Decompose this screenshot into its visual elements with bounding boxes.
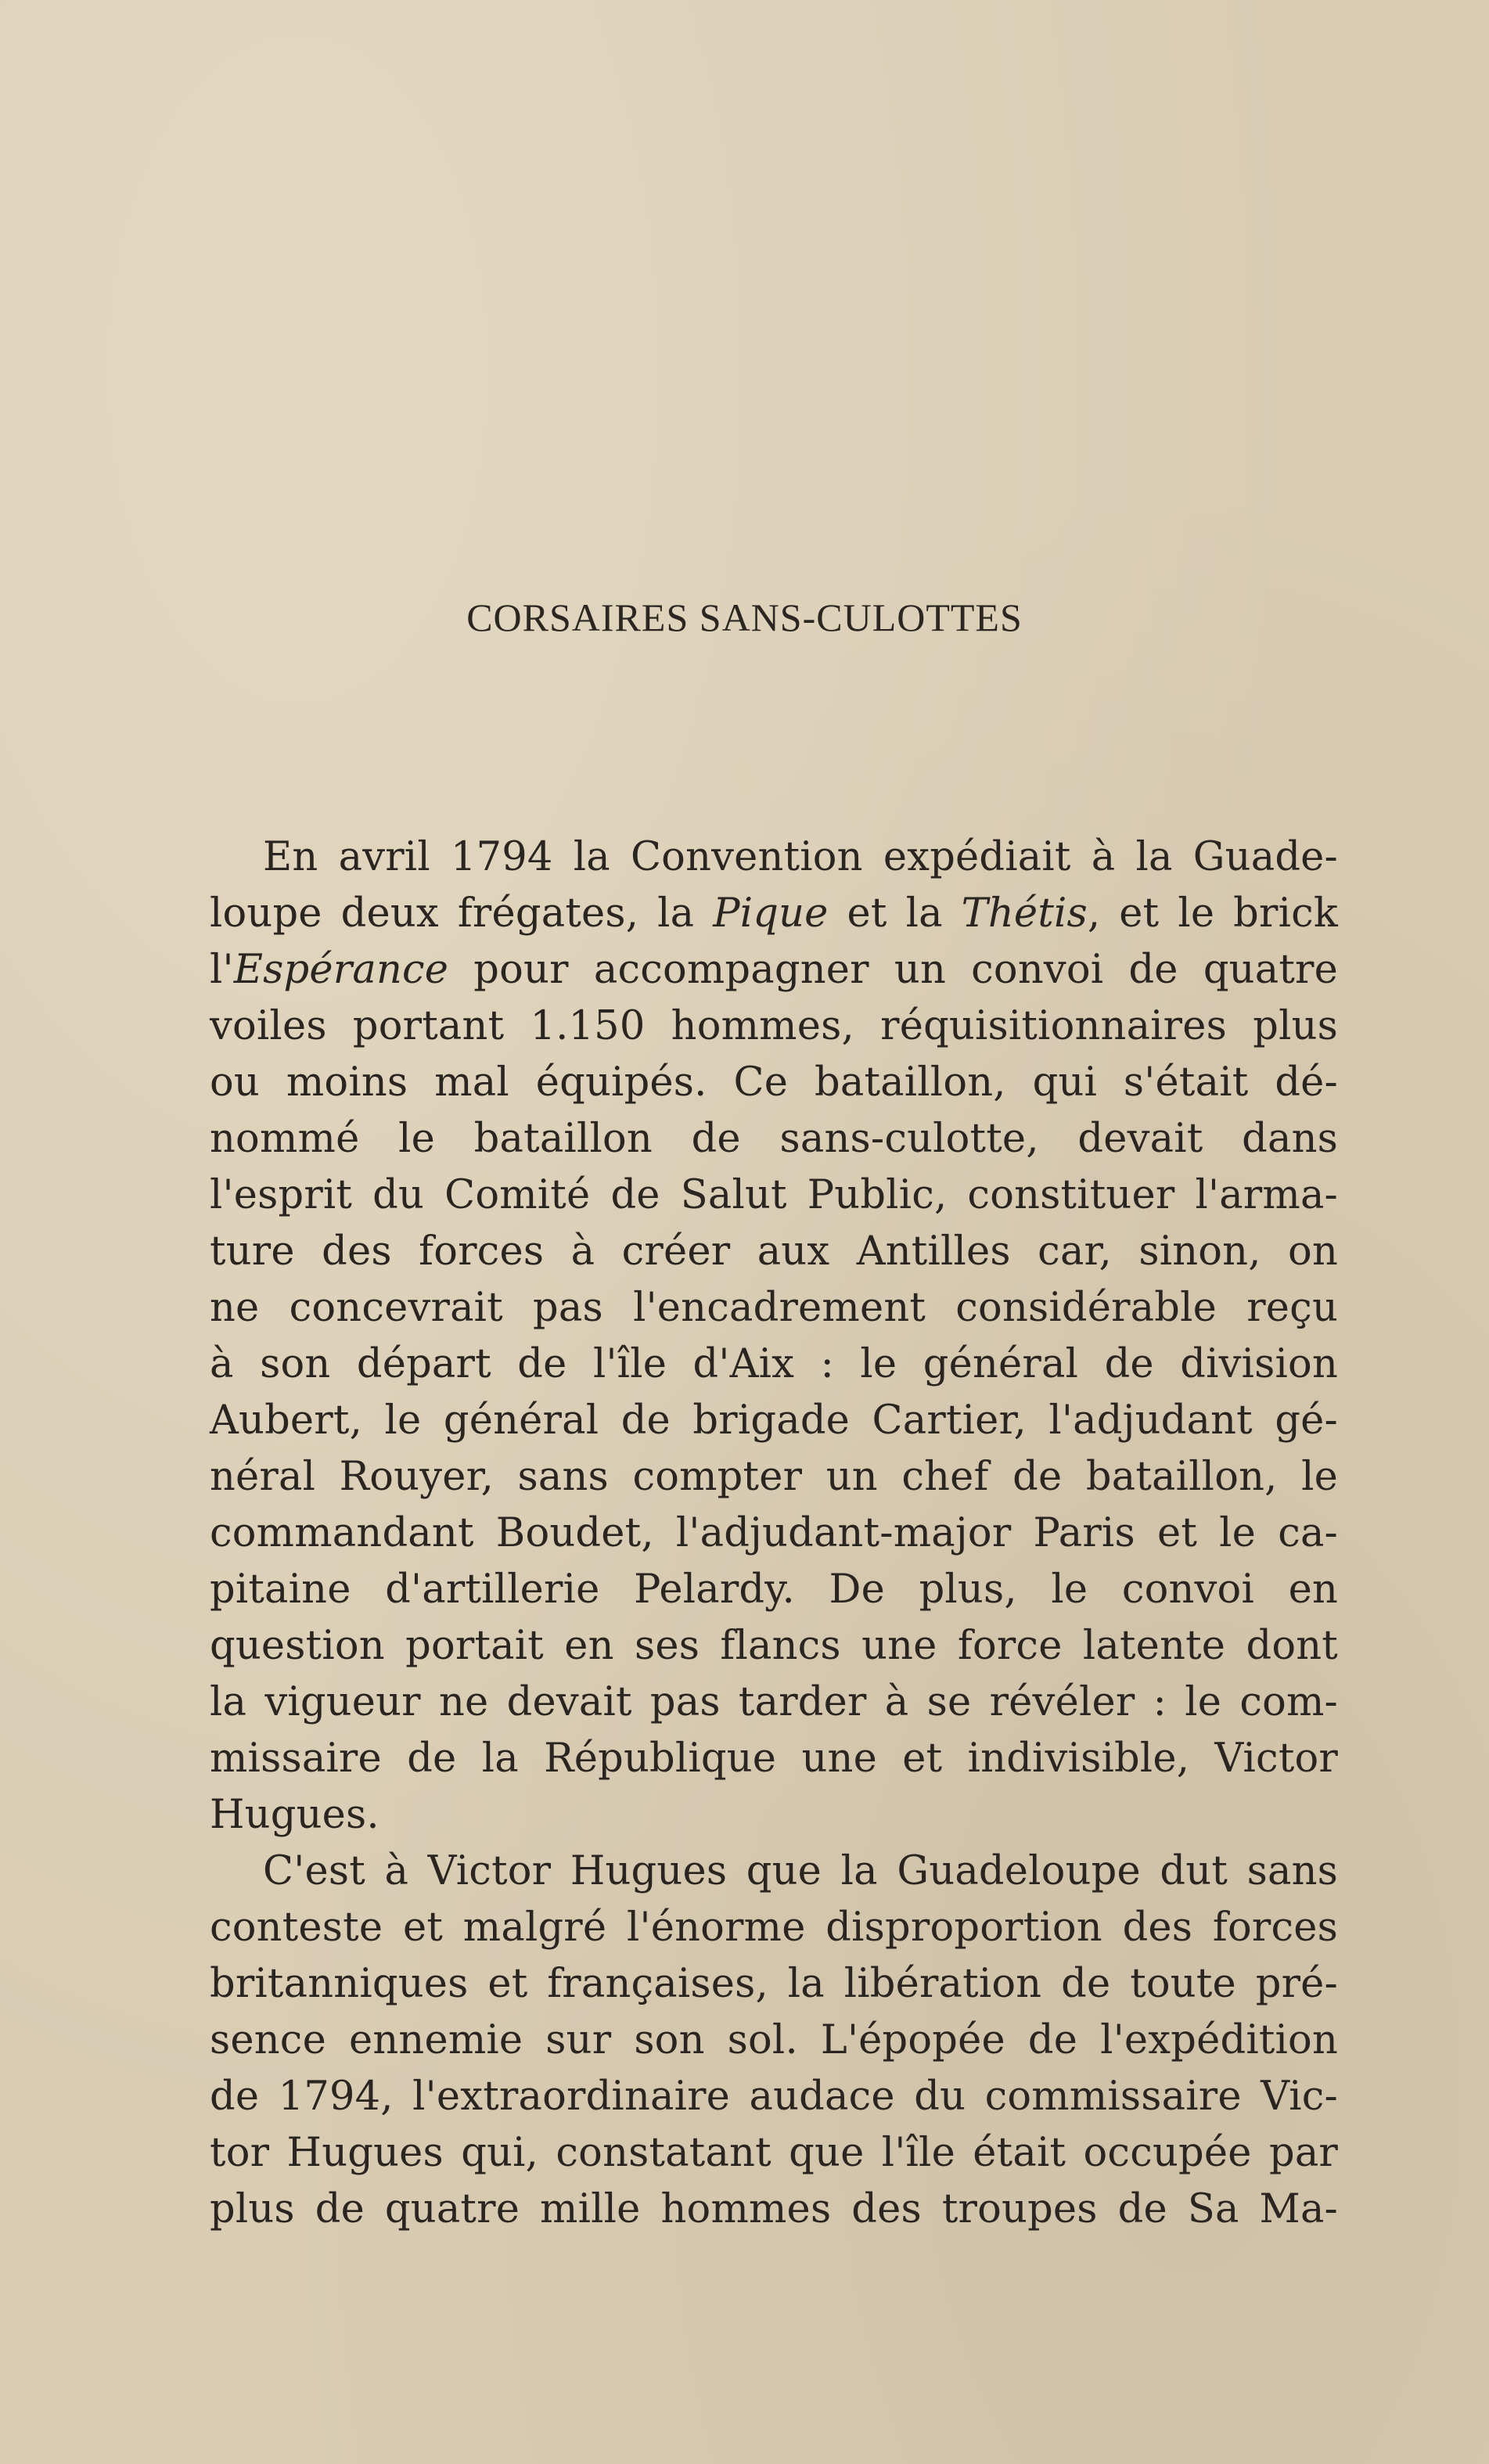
text-segment: sence ennemie sur son sol. L'épopée de l'expédition xyxy=(210,2017,1338,2063)
text-segment: missaire de la République une et indivisible, Victor xyxy=(210,1736,1338,1782)
text-segment: britanniques et françaises, la libération de toute pré- xyxy=(210,1961,1338,2007)
chapter-title: CORSAIRES SANS-CULOTTES xyxy=(466,595,1023,639)
text-line xyxy=(210,1449,1338,1505)
text-line xyxy=(210,2013,1338,2069)
text-line xyxy=(210,886,1338,942)
text-line xyxy=(210,1505,1338,1562)
text-segment: loupe deux frégates, la xyxy=(210,890,714,937)
text-segment: ne concevrait pas l'encadrement considérable reçu xyxy=(210,1285,1338,1331)
ship-name-esperance: Espérance xyxy=(233,947,449,993)
text-segment: ou moins mal équipés. Ce bataillon, qui s'était dé- xyxy=(210,1059,1338,1106)
text-line xyxy=(210,1900,1338,1956)
text-line xyxy=(210,1111,1338,1167)
body-text xyxy=(210,829,1338,2238)
text-line xyxy=(210,829,1338,886)
text-line xyxy=(210,1956,1338,2013)
text-line xyxy=(210,1731,1338,1787)
text-segment: question portait en ses flancs une force latente dont xyxy=(210,1623,1338,1669)
text-segment: pitaine d'artillerie Pelardy. De plus, le convoi en xyxy=(210,1567,1338,1613)
text-line xyxy=(210,1336,1338,1393)
text-line xyxy=(210,2069,1338,2125)
ship-name-pique: Pique xyxy=(713,890,829,937)
text-line xyxy=(210,998,1338,1055)
text-line xyxy=(210,1787,1338,1844)
text-segment: pour accompagner un convoi de quatre xyxy=(448,947,1338,993)
text-segment: la vigueur ne devait pas tarder à se révéler : le com- xyxy=(210,1679,1338,1725)
text-line xyxy=(210,1844,1338,1900)
text-segment: à son départ de l'île d'Aix : le général de division xyxy=(210,1341,1338,1387)
text-line xyxy=(210,1055,1338,1111)
text-line xyxy=(210,1393,1338,1449)
text-segment: et la xyxy=(828,890,962,937)
text-line xyxy=(210,1280,1338,1336)
text-segment: conteste et malgré l'énorme disproportion des forces xyxy=(210,1905,1338,1951)
text-segment: ture des forces à créer aux Antilles car, sinon, on xyxy=(210,1228,1338,1275)
text-line xyxy=(210,1562,1338,1618)
text-segment: Aubert, le général de brigade Cartier, l'adjudant gé- xyxy=(210,1397,1338,1444)
text-segment: néral Rouyer, sans compter un chef de bataillon, le xyxy=(210,1454,1338,1500)
text-segment: commandant Boudet, l'adjudant-major Paris et le ca- xyxy=(210,1510,1338,1556)
text-segment: l'esprit du Comité de Salut Public, constituer l'arma- xyxy=(210,1172,1338,1218)
text-line xyxy=(210,2125,1338,2182)
text-segment: C'est à Victor Hugues que la Guadeloupe dut sans xyxy=(263,1848,1338,1894)
text-segment: plus de quatre mille hommes des troupes de Sa Ma- xyxy=(210,2186,1338,2232)
text-segment: , et le brick xyxy=(1087,890,1338,937)
text-segment: nommé le bataillon de sans-culotte, devait dans xyxy=(210,1116,1338,1162)
text-segment: de 1794, l'extraordinaire audace du commissaire Vic- xyxy=(210,2074,1338,2120)
text-line xyxy=(210,942,1338,998)
text-segment: En avril 1794 la Convention expédiait à la Guade- xyxy=(263,834,1338,880)
text-segment: l' xyxy=(210,947,234,993)
text-line xyxy=(210,1674,1338,1731)
text-line xyxy=(210,1618,1338,1674)
text-segment: Hugues. xyxy=(210,1792,379,1838)
ship-name-thetis: Thétis xyxy=(961,890,1088,937)
text-segment: tor Hugues qui, constatant que l'île était occupée par xyxy=(210,2130,1338,2176)
text-line xyxy=(210,1224,1338,1280)
text-line xyxy=(210,2182,1338,2238)
text-segment: voiles portant 1.150 hommes, réquisitionnaires plus xyxy=(210,1003,1338,1049)
text-line xyxy=(210,1167,1338,1224)
